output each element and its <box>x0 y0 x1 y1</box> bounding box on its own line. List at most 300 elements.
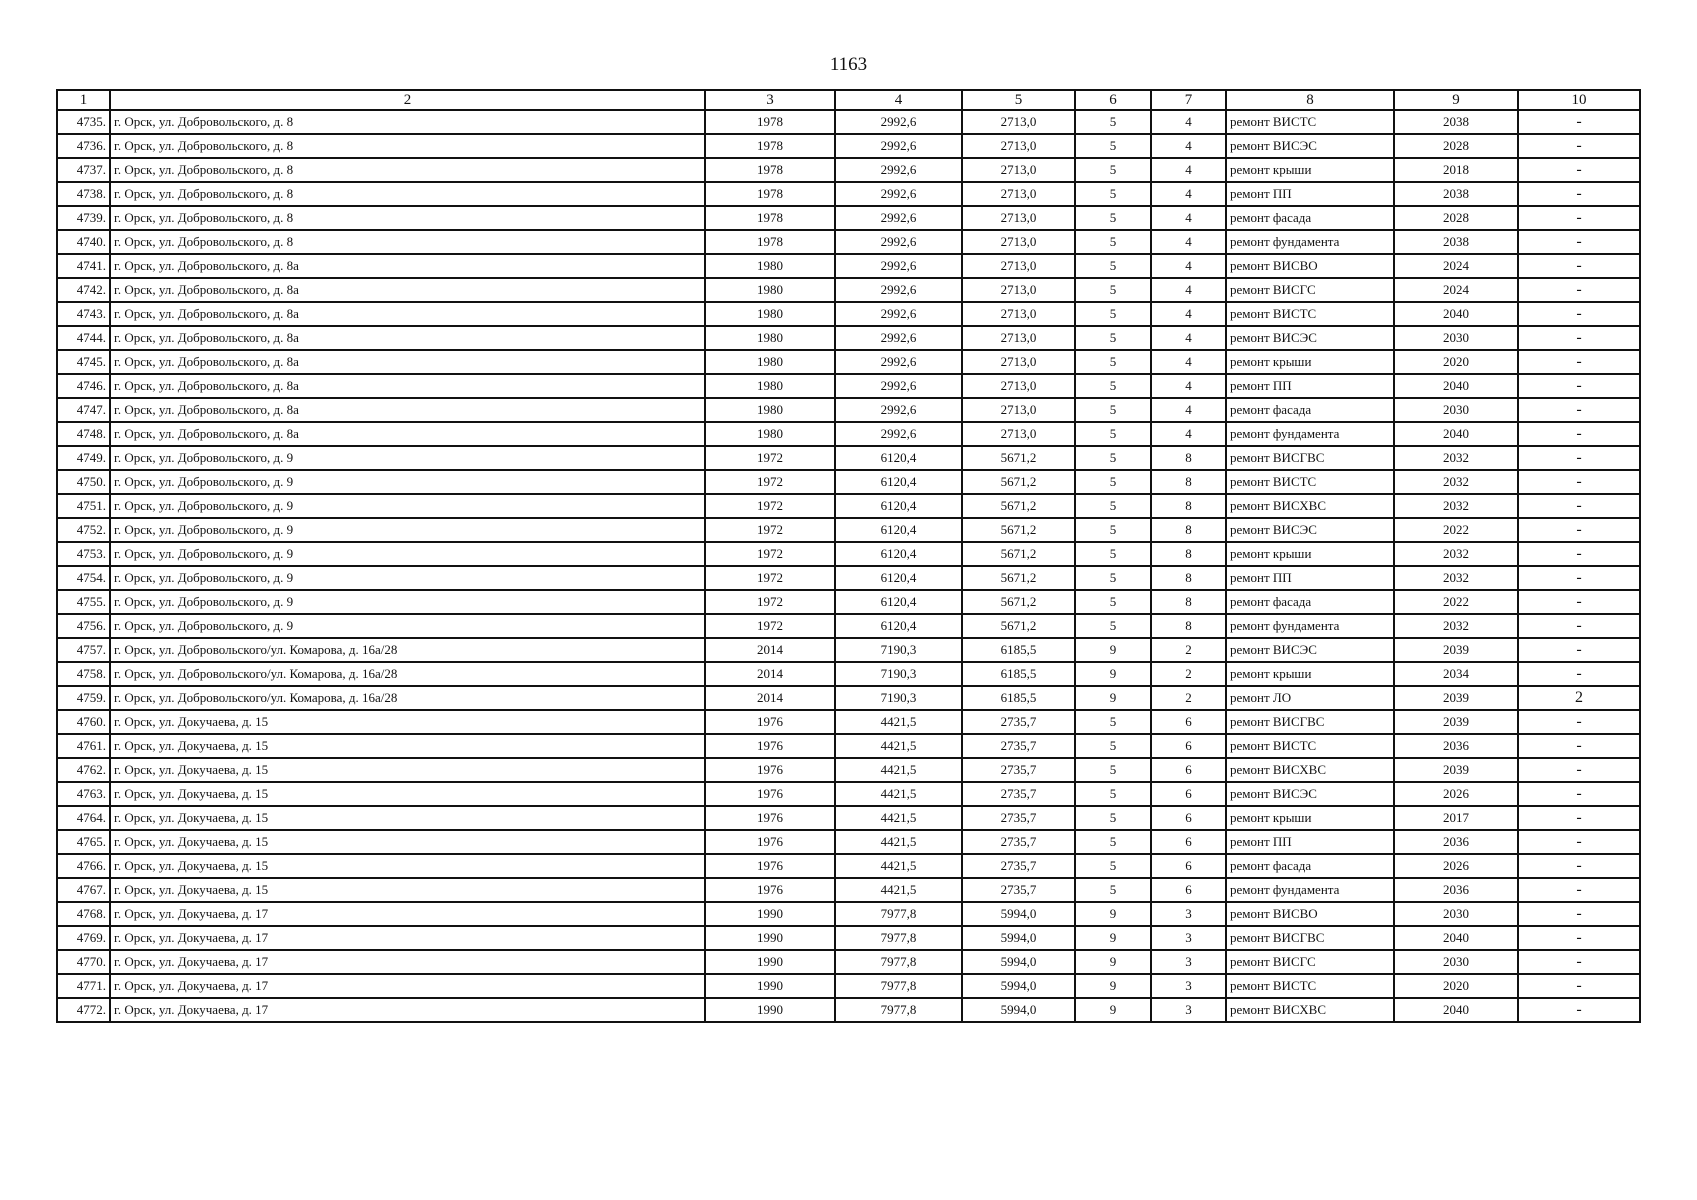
year-cell: 1972 <box>705 566 835 590</box>
year-cell: 1990 <box>705 998 835 1022</box>
address-cell: г. Орск, ул. Добровольского, д. 9 <box>110 614 705 638</box>
year-cell: 1976 <box>705 878 835 902</box>
floors-cell: 5 <box>1075 806 1151 830</box>
year-cell: 1978 <box>705 206 835 230</box>
row-number-cell: 4758. <box>57 662 110 686</box>
row-number-cell: 4747. <box>57 398 110 422</box>
table-row <box>57 566 1640 590</box>
row-number-cell: 4749. <box>57 446 110 470</box>
floors-cell: 5 <box>1075 878 1151 902</box>
living-area-cell: 5994,0 <box>962 926 1075 950</box>
planned-year-cell: 2040 <box>1394 422 1518 446</box>
table-row <box>57 110 1640 134</box>
work-type-cell: ремонт крыши <box>1226 158 1394 182</box>
table-row <box>57 158 1640 182</box>
table-row <box>57 854 1640 878</box>
work-type-cell: ремонт крыши <box>1226 542 1394 566</box>
living-area-cell: 2713,0 <box>962 182 1075 206</box>
total-area-cell: 7977,8 <box>835 974 962 998</box>
table-row <box>57 830 1640 854</box>
work-type-cell: ремонт ПП <box>1226 374 1394 398</box>
floors-cell: 5 <box>1075 830 1151 854</box>
floors-cell: 9 <box>1075 974 1151 998</box>
year-cell: 1980 <box>705 254 835 278</box>
entrances-cell: 3 <box>1151 950 1226 974</box>
note-cell: - <box>1518 254 1640 278</box>
page-number: 1163 <box>829 54 868 75</box>
note-cell: - <box>1518 782 1640 806</box>
work-type-cell: ремонт фасада <box>1226 590 1394 614</box>
total-area-cell: 2992,6 <box>835 134 962 158</box>
living-area-cell: 5994,0 <box>962 902 1075 926</box>
year-cell: 1972 <box>705 446 835 470</box>
living-area-cell: 5994,0 <box>962 998 1075 1022</box>
row-number-cell: 4763. <box>57 782 110 806</box>
floors-cell: 5 <box>1075 422 1151 446</box>
total-area-cell: 2992,6 <box>835 374 962 398</box>
address-cell: г. Орск, ул. Добровольского, д. 8а <box>110 422 705 446</box>
total-area-cell: 4421,5 <box>835 830 962 854</box>
work-type-cell: ремонт фундамента <box>1226 422 1394 446</box>
work-type-cell: ремонт ВИСЭС <box>1226 326 1394 350</box>
address-cell: г. Орск, ул. Добровольского/ул. Комарова, д. 16а/28 <box>110 662 705 686</box>
planned-year-cell: 2038 <box>1394 182 1518 206</box>
total-area-cell: 6120,4 <box>835 494 962 518</box>
planned-year-cell: 2038 <box>1394 230 1518 254</box>
entrances-cell: 2 <box>1151 686 1226 710</box>
work-type-cell: ремонт ВИСВО <box>1226 254 1394 278</box>
work-type-cell: ремонт крыши <box>1226 662 1394 686</box>
row-number-cell: 4736. <box>57 134 110 158</box>
floors-cell: 5 <box>1075 278 1151 302</box>
row-number-cell: 4738. <box>57 182 110 206</box>
note-cell: - <box>1518 806 1640 830</box>
year-cell: 1976 <box>705 854 835 878</box>
year-cell: 1980 <box>705 374 835 398</box>
total-area-cell: 2992,6 <box>835 110 962 134</box>
row-number-cell: 4756. <box>57 614 110 638</box>
row-number-cell: 4760. <box>57 710 110 734</box>
entrances-cell: 4 <box>1151 182 1226 206</box>
entrances-cell: 4 <box>1151 374 1226 398</box>
table-row <box>57 230 1640 254</box>
work-type-cell: ремонт ВИСВО <box>1226 902 1394 926</box>
note-cell: 2 <box>1518 686 1640 710</box>
address-cell: г. Орск, ул. Докучаева, д. 15 <box>110 710 705 734</box>
address-cell: г. Орск, ул. Докучаева, д. 17 <box>110 974 705 998</box>
year-cell: 1990 <box>705 974 835 998</box>
work-type-cell: ремонт ВИСЭС <box>1226 782 1394 806</box>
living-area-cell: 6185,5 <box>962 638 1075 662</box>
living-area-cell: 2713,0 <box>962 326 1075 350</box>
total-area-cell: 7190,3 <box>835 662 962 686</box>
table-row <box>57 182 1640 206</box>
entrances-cell: 8 <box>1151 566 1226 590</box>
living-area-cell: 2713,0 <box>962 278 1075 302</box>
total-area-cell: 6120,4 <box>835 470 962 494</box>
year-cell: 1978 <box>705 182 835 206</box>
note-cell: - <box>1518 830 1640 854</box>
entrances-cell: 4 <box>1151 302 1226 326</box>
row-number-cell: 4757. <box>57 638 110 662</box>
address-cell: г. Орск, ул. Докучаева, д. 17 <box>110 950 705 974</box>
floors-cell: 9 <box>1075 686 1151 710</box>
table-row <box>57 398 1640 422</box>
note-cell: - <box>1518 470 1640 494</box>
year-cell: 1980 <box>705 326 835 350</box>
work-type-cell: ремонт ВИСТС <box>1226 110 1394 134</box>
total-area-cell: 4421,5 <box>835 878 962 902</box>
year-cell: 1990 <box>705 926 835 950</box>
total-area-cell: 7977,8 <box>835 902 962 926</box>
work-type-cell: ремонт ВИСТС <box>1226 974 1394 998</box>
note-cell: - <box>1518 950 1640 974</box>
total-area-cell: 4421,5 <box>835 758 962 782</box>
table-row <box>57 302 1640 326</box>
note-cell: - <box>1518 494 1640 518</box>
work-type-cell: ремонт ПП <box>1226 182 1394 206</box>
planned-year-cell: 2028 <box>1394 134 1518 158</box>
year-cell: 1976 <box>705 830 835 854</box>
table-row <box>57 518 1640 542</box>
address-cell: г. Орск, ул. Добровольского, д. 8 <box>110 182 705 206</box>
work-type-cell: ремонт фундамента <box>1226 230 1394 254</box>
floors-cell: 5 <box>1075 134 1151 158</box>
address-cell: г. Орск, ул. Докучаева, д. 17 <box>110 926 705 950</box>
living-area-cell: 2713,0 <box>962 254 1075 278</box>
planned-year-cell: 2034 <box>1394 662 1518 686</box>
total-area-cell: 6120,4 <box>835 566 962 590</box>
floors-cell: 5 <box>1075 470 1151 494</box>
note-cell: - <box>1518 206 1640 230</box>
table-row <box>57 422 1640 446</box>
floors-cell: 5 <box>1075 230 1151 254</box>
floors-cell: 9 <box>1075 638 1151 662</box>
column-header: 6 <box>1075 90 1151 110</box>
year-cell: 1978 <box>705 110 835 134</box>
table-row <box>57 686 1640 710</box>
floors-cell: 5 <box>1075 302 1151 326</box>
floors-cell: 5 <box>1075 542 1151 566</box>
table-row <box>57 662 1640 686</box>
note-cell: - <box>1518 134 1640 158</box>
row-number-cell: 4744. <box>57 326 110 350</box>
planned-year-cell: 2018 <box>1394 158 1518 182</box>
total-area-cell: 2992,6 <box>835 398 962 422</box>
work-type-cell: ремонт ВИСЭС <box>1226 638 1394 662</box>
living-area-cell: 5671,2 <box>962 566 1075 590</box>
work-type-cell: ремонт ВИСЭС <box>1226 134 1394 158</box>
row-number-cell: 4767. <box>57 878 110 902</box>
address-cell: г. Орск, ул. Добровольского, д. 8а <box>110 374 705 398</box>
planned-year-cell: 2017 <box>1394 806 1518 830</box>
note-cell: - <box>1518 614 1640 638</box>
address-cell: г. Орск, ул. Добровольского, д. 9 <box>110 446 705 470</box>
table-row <box>57 758 1640 782</box>
address-cell: г. Орск, ул. Добровольского, д. 8 <box>110 110 705 134</box>
year-cell: 1976 <box>705 710 835 734</box>
note-cell: - <box>1518 590 1640 614</box>
table-row <box>57 950 1640 974</box>
row-number-cell: 4755. <box>57 590 110 614</box>
table-row <box>57 494 1640 518</box>
living-area-cell: 2713,0 <box>962 158 1075 182</box>
planned-year-cell: 2039 <box>1394 686 1518 710</box>
note-cell: - <box>1518 278 1640 302</box>
total-area-cell: 6120,4 <box>835 518 962 542</box>
entrances-cell: 6 <box>1151 758 1226 782</box>
living-area-cell: 2735,7 <box>962 854 1075 878</box>
table-row <box>57 902 1640 926</box>
table-row <box>57 278 1640 302</box>
address-cell: г. Орск, ул. Добровольского, д. 8а <box>110 350 705 374</box>
row-number-cell: 4768. <box>57 902 110 926</box>
planned-year-cell: 2039 <box>1394 710 1518 734</box>
row-number-cell: 4753. <box>57 542 110 566</box>
planned-year-cell: 2022 <box>1394 518 1518 542</box>
table-row <box>57 590 1640 614</box>
note-cell: - <box>1518 302 1640 326</box>
total-area-cell: 2992,6 <box>835 302 962 326</box>
living-area-cell: 5994,0 <box>962 950 1075 974</box>
total-area-cell: 6120,4 <box>835 614 962 638</box>
note-cell: - <box>1518 446 1640 470</box>
living-area-cell: 2713,0 <box>962 398 1075 422</box>
note-cell: - <box>1518 182 1640 206</box>
total-area-cell: 6120,4 <box>835 446 962 470</box>
living-area-cell: 2735,7 <box>962 710 1075 734</box>
column-header: 2 <box>110 90 705 110</box>
work-type-cell: ремонт фасада <box>1226 854 1394 878</box>
planned-year-cell: 2032 <box>1394 614 1518 638</box>
total-area-cell: 4421,5 <box>835 806 962 830</box>
address-cell: г. Орск, ул. Добровольского, д. 8а <box>110 278 705 302</box>
address-cell: г. Орск, ул. Добровольского/ул. Комарова, д. 16а/28 <box>110 686 705 710</box>
column-header: 3 <box>705 90 835 110</box>
year-cell: 1980 <box>705 278 835 302</box>
row-number-cell: 4770. <box>57 950 110 974</box>
living-area-cell: 2735,7 <box>962 758 1075 782</box>
address-cell: г. Орск, ул. Докучаева, д. 15 <box>110 830 705 854</box>
floors-cell: 5 <box>1075 494 1151 518</box>
planned-year-cell: 2026 <box>1394 782 1518 806</box>
planned-year-cell: 2040 <box>1394 374 1518 398</box>
entrances-cell: 4 <box>1151 110 1226 134</box>
year-cell: 1972 <box>705 494 835 518</box>
total-area-cell: 6120,4 <box>835 542 962 566</box>
planned-year-cell: 2020 <box>1394 974 1518 998</box>
floors-cell: 5 <box>1075 710 1151 734</box>
entrances-cell: 6 <box>1151 806 1226 830</box>
planned-year-cell: 2030 <box>1394 902 1518 926</box>
planned-year-cell: 2022 <box>1394 590 1518 614</box>
floors-cell: 5 <box>1075 590 1151 614</box>
address-cell: г. Орск, ул. Добровольского, д. 8 <box>110 134 705 158</box>
work-type-cell: ремонт ВИСГВС <box>1226 446 1394 470</box>
row-number-cell: 4769. <box>57 926 110 950</box>
table-row <box>57 350 1640 374</box>
year-cell: 1980 <box>705 422 835 446</box>
entrances-cell: 8 <box>1151 518 1226 542</box>
year-cell: 1980 <box>705 302 835 326</box>
work-type-cell: ремонт ВИСХВС <box>1226 494 1394 518</box>
living-area-cell: 2735,7 <box>962 782 1075 806</box>
year-cell: 1976 <box>705 734 835 758</box>
planned-year-cell: 2040 <box>1394 302 1518 326</box>
entrances-cell: 3 <box>1151 902 1226 926</box>
work-type-cell: ремонт ВИСТС <box>1226 470 1394 494</box>
living-area-cell: 2713,0 <box>962 134 1075 158</box>
year-cell: 1972 <box>705 518 835 542</box>
row-number-cell: 4761. <box>57 734 110 758</box>
table-row <box>57 710 1640 734</box>
entrances-cell: 4 <box>1151 254 1226 278</box>
row-number-cell: 4735. <box>57 110 110 134</box>
floors-cell: 5 <box>1075 446 1151 470</box>
year-cell: 1978 <box>705 134 835 158</box>
address-cell: г. Орск, ул. Добровольского, д. 9 <box>110 542 705 566</box>
year-cell: 1972 <box>705 614 835 638</box>
year-cell: 1976 <box>705 782 835 806</box>
row-number-cell: 4754. <box>57 566 110 590</box>
note-cell: - <box>1518 110 1640 134</box>
entrances-cell: 8 <box>1151 446 1226 470</box>
living-area-cell: 2735,7 <box>962 830 1075 854</box>
total-area-cell: 2992,6 <box>835 278 962 302</box>
work-type-cell: ремонт ВИСХВС <box>1226 758 1394 782</box>
table-row <box>57 734 1640 758</box>
total-area-cell: 4421,5 <box>835 734 962 758</box>
floors-cell: 9 <box>1075 950 1151 974</box>
address-cell: г. Орск, ул. Докучаева, д. 15 <box>110 758 705 782</box>
work-type-cell: ремонт ВИСХВС <box>1226 998 1394 1022</box>
work-type-cell: ремонт крыши <box>1226 350 1394 374</box>
address-cell: г. Орск, ул. Добровольского, д. 9 <box>110 590 705 614</box>
address-cell: г. Орск, ул. Докучаева, д. 15 <box>110 878 705 902</box>
year-cell: 1990 <box>705 950 835 974</box>
entrances-cell: 3 <box>1151 926 1226 950</box>
living-area-cell: 2713,0 <box>962 350 1075 374</box>
address-cell: г. Орск, ул. Добровольского, д. 8 <box>110 206 705 230</box>
table-row <box>57 998 1640 1022</box>
total-area-cell: 7977,8 <box>835 998 962 1022</box>
year-cell: 1972 <box>705 542 835 566</box>
work-type-cell: ремонт ВИСЭС <box>1226 518 1394 542</box>
planned-year-cell: 2036 <box>1394 878 1518 902</box>
planned-year-cell: 2030 <box>1394 326 1518 350</box>
note-cell: - <box>1518 878 1640 902</box>
living-area-cell: 5671,2 <box>962 542 1075 566</box>
column-header: 10 <box>1518 90 1640 110</box>
entrances-cell: 4 <box>1151 422 1226 446</box>
work-type-cell: ремонт ВИСТС <box>1226 734 1394 758</box>
total-area-cell: 2992,6 <box>835 326 962 350</box>
living-area-cell: 2735,7 <box>962 734 1075 758</box>
planned-year-cell: 2032 <box>1394 446 1518 470</box>
address-cell: г. Орск, ул. Добровольского, д. 8 <box>110 230 705 254</box>
column-header: 7 <box>1151 90 1226 110</box>
entrances-cell: 8 <box>1151 542 1226 566</box>
total-area-cell: 2992,6 <box>835 158 962 182</box>
row-number-cell: 4751. <box>57 494 110 518</box>
year-cell: 1972 <box>705 470 835 494</box>
living-area-cell: 2713,0 <box>962 302 1075 326</box>
total-area-cell: 4421,5 <box>835 854 962 878</box>
year-cell: 1976 <box>705 806 835 830</box>
row-number-cell: 4764. <box>57 806 110 830</box>
entrances-cell: 6 <box>1151 854 1226 878</box>
planned-year-cell: 2028 <box>1394 206 1518 230</box>
work-type-cell: ремонт ВИСГВС <box>1226 926 1394 950</box>
table-row <box>57 326 1640 350</box>
row-number-cell: 4739. <box>57 206 110 230</box>
total-area-cell: 7190,3 <box>835 638 962 662</box>
table-body <box>57 110 1640 1022</box>
floors-cell: 5 <box>1075 326 1151 350</box>
living-area-cell: 6185,5 <box>962 662 1075 686</box>
total-area-cell: 7190,3 <box>835 686 962 710</box>
planned-year-cell: 2030 <box>1394 398 1518 422</box>
living-area-cell: 2713,0 <box>962 230 1075 254</box>
header-row <box>57 90 1640 110</box>
total-area-cell: 2992,6 <box>835 182 962 206</box>
table-row <box>57 374 1640 398</box>
work-type-cell: ремонт фундамента <box>1226 614 1394 638</box>
year-cell: 1978 <box>705 158 835 182</box>
note-cell: - <box>1518 710 1640 734</box>
address-cell: г. Орск, ул. Докучаева, д. 15 <box>110 806 705 830</box>
living-area-cell: 5671,2 <box>962 590 1075 614</box>
row-number-cell: 4766. <box>57 854 110 878</box>
entrances-cell: 8 <box>1151 470 1226 494</box>
column-header: 1 <box>57 90 110 110</box>
note-cell: - <box>1518 518 1640 542</box>
living-area-cell: 5671,2 <box>962 494 1075 518</box>
floors-cell: 5 <box>1075 374 1151 398</box>
floors-cell: 9 <box>1075 926 1151 950</box>
table-row <box>57 782 1640 806</box>
address-cell: г. Орск, ул. Добровольского, д. 8а <box>110 302 705 326</box>
floors-cell: 5 <box>1075 398 1151 422</box>
address-cell: г. Орск, ул. Докучаева, д. 15 <box>110 782 705 806</box>
planned-year-cell: 2026 <box>1394 854 1518 878</box>
row-number-cell: 4771. <box>57 974 110 998</box>
living-area-cell: 6185,5 <box>962 686 1075 710</box>
floors-cell: 9 <box>1075 902 1151 926</box>
entrances-cell: 8 <box>1151 590 1226 614</box>
row-number-cell: 4740. <box>57 230 110 254</box>
year-cell: 1978 <box>705 230 835 254</box>
note-cell: - <box>1518 662 1640 686</box>
living-area-cell: 5671,2 <box>962 470 1075 494</box>
note-cell: - <box>1518 758 1640 782</box>
row-number-cell: 4752. <box>57 518 110 542</box>
work-type-cell: ремонт ПП <box>1226 566 1394 590</box>
year-cell: 1976 <box>705 758 835 782</box>
living-area-cell: 2713,0 <box>962 422 1075 446</box>
planned-year-cell: 2032 <box>1394 542 1518 566</box>
floors-cell: 5 <box>1075 566 1151 590</box>
entrances-cell: 4 <box>1151 326 1226 350</box>
column-header: 5 <box>962 90 1075 110</box>
floors-cell: 5 <box>1075 110 1151 134</box>
living-area-cell: 5671,2 <box>962 518 1075 542</box>
entrances-cell: 3 <box>1151 998 1226 1022</box>
planned-year-cell: 2020 <box>1394 350 1518 374</box>
total-area-cell: 7977,8 <box>835 926 962 950</box>
row-number-cell: 4765. <box>57 830 110 854</box>
floors-cell: 5 <box>1075 782 1151 806</box>
